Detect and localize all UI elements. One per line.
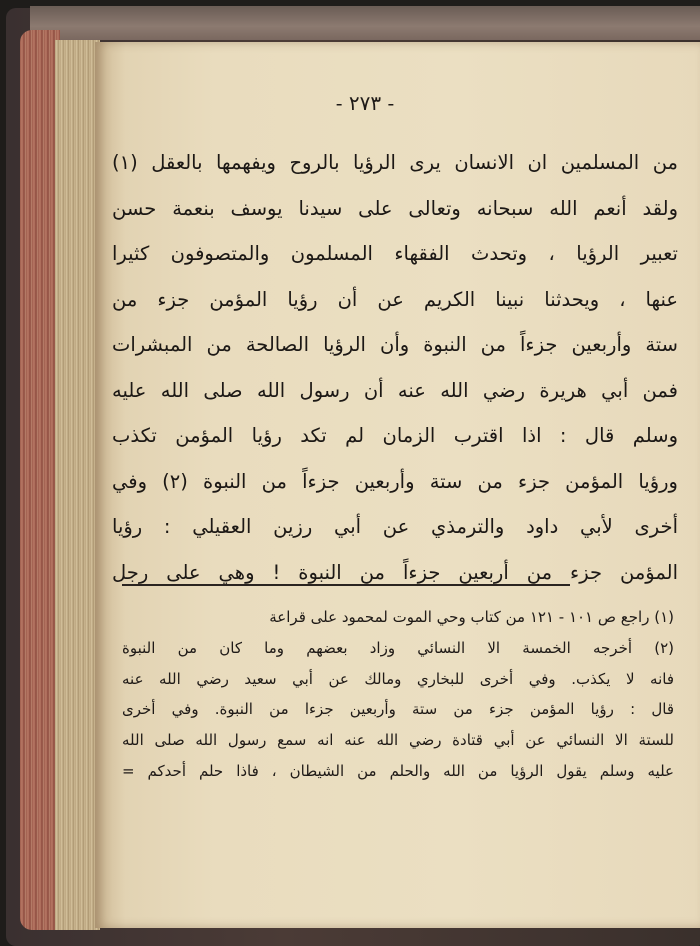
body-line: فمن أبي هريرة رضي الله عنه أن رسول الله صلى الله عليه <box>112 378 678 402</box>
footnote-line: للستة الا النسائي عن أبي قتادة رضي الله عنه انه سمع رسول الله صلى الله <box>122 731 674 750</box>
body-text <box>112 140 678 595</box>
body-line: ستة وأربعين جزءاً من النبوة وأن الرؤيا الصالحة من المبشرات <box>112 333 678 356</box>
body-line: ولقد أنعم الله سبحانه وتعالى على سيدنا يوسف بنعمة حسن <box>112 196 678 220</box>
page-stack <box>55 40 100 930</box>
footnote-line: (١) راجع ص ١٠١ - ١٢١ من كتاب وحي الموت لمحمود على قراعة <box>269 608 674 626</box>
body-line: المؤمن جزء من أربعين جزءاً من النبوة ! وهي على رجل <box>112 560 678 584</box>
footnote-line: فانه لا يكذب. وفي أخرى للبخاري ومالك عن أبي سعيد رضي الله عنه <box>122 669 674 688</box>
page-number: - ٢٧٣ - <box>335 91 395 115</box>
body-line: من المسلمين ان الانسان يرى الرؤيا بالروح ويفهمها بالعقل (١) <box>112 151 678 174</box>
book-edge <box>20 30 60 930</box>
footnote-line: (٢) أخرجه الخمسة الا النسائي وزاد بعضهم وما كان من النبوة <box>122 638 674 657</box>
body-line: وسلم قال : اذا اقترب الزمان لم تكد رؤيا المؤمن تكذب <box>112 424 678 447</box>
body-line: تعبير الرؤيا ، وتحدث الفقهاء المسلمون والمتصوفون كثيرا <box>112 242 678 265</box>
book-cover-top <box>30 6 700 40</box>
footnotes <box>122 602 674 787</box>
body-line: أخرى لأبي داود والترمذي عن أبي رزين العقيلي : رؤيا <box>112 515 678 538</box>
body-line: عنها ، ويحدثنا نبينا الكريم عن أن رؤيا المؤمن جزء من <box>112 287 678 311</box>
footnote-line: عليه وسلم يقول الرؤيا من الله والحلم من الشيطان ، فاذا حلم أحدكم = <box>122 761 674 780</box>
footnote-divider <box>122 584 570 586</box>
body-line: ورؤيا المؤمن جزء من ستة وأربعين جزءاً من النبوة (٢) وفي <box>112 469 678 493</box>
footnote-line: قال : رؤيا المؤمن جزء من ستة وأربعين جزءا من النبوة. وفي أخرى <box>122 700 674 719</box>
